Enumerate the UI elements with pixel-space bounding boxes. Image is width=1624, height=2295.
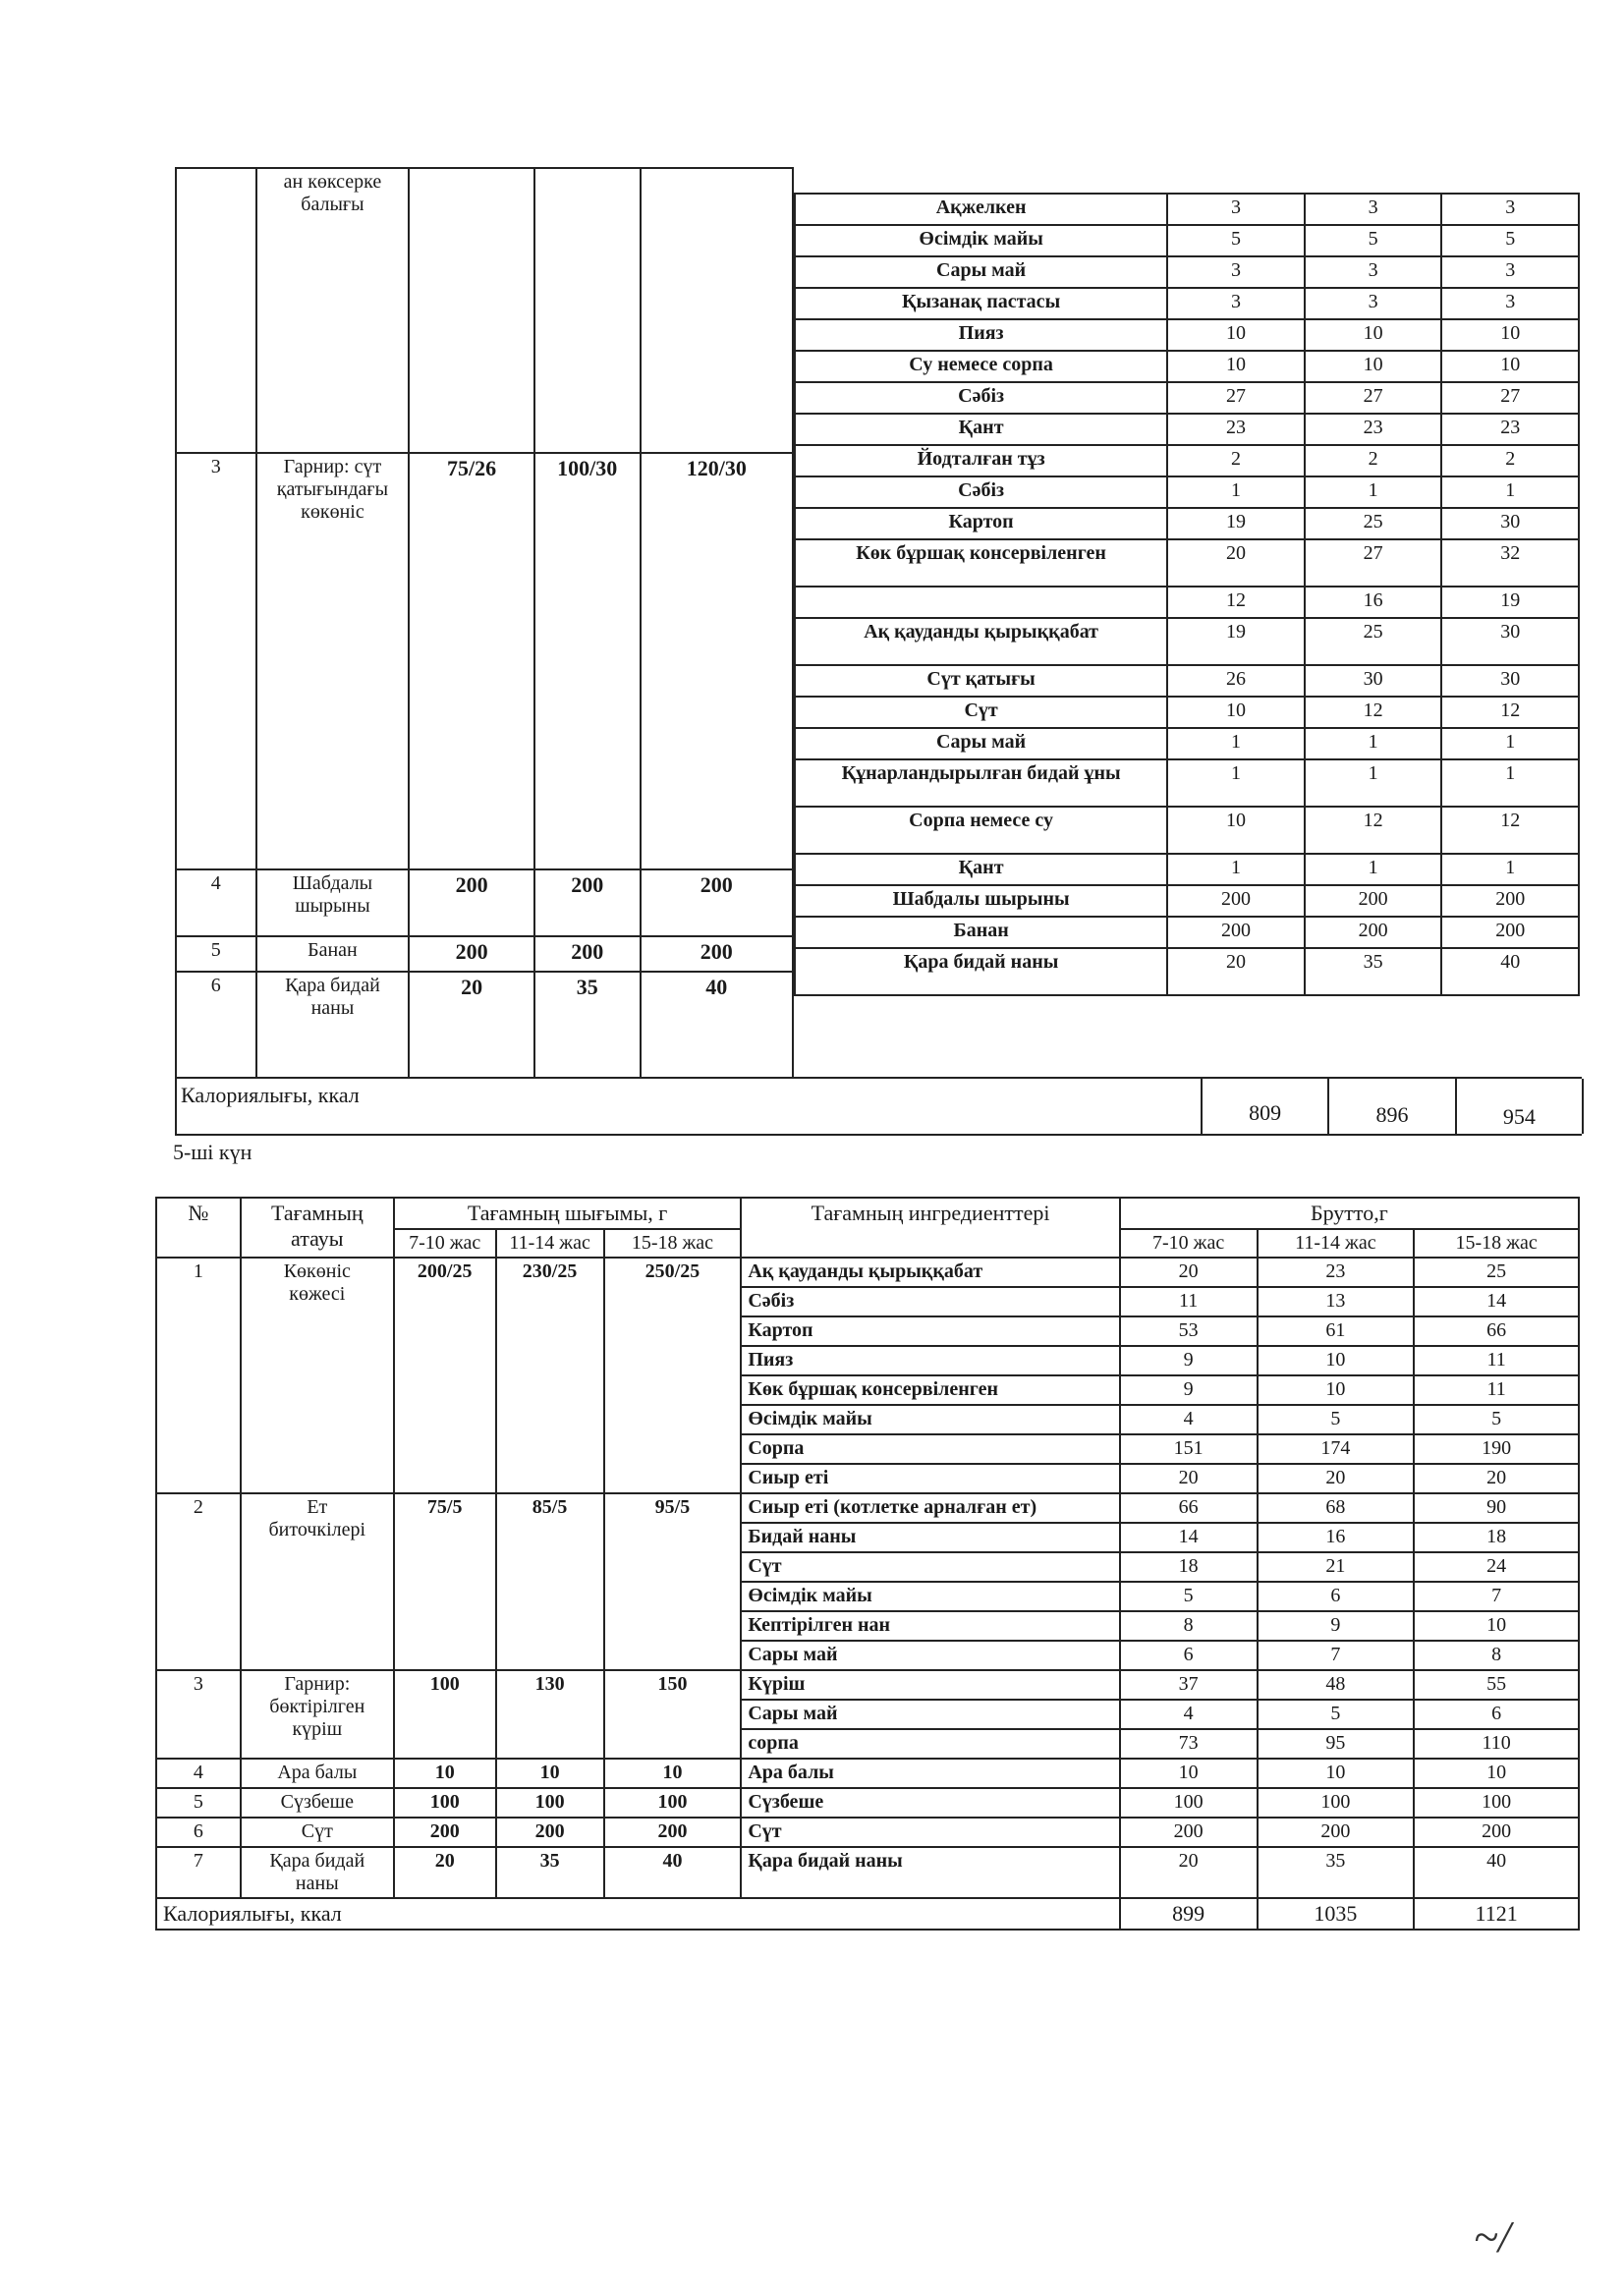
day4-ingredient-row (795, 728, 1579, 759)
dish-name: Қара бидай наны (256, 972, 410, 1078)
ingredient-brutto: 20 (1120, 1847, 1258, 1898)
ingredient-brutto: 5 (1305, 225, 1442, 256)
day4-ingredient-row (795, 256, 1579, 288)
ingredient-brutto: 1 (1167, 728, 1305, 759)
dish-yield: 120/30 (641, 453, 793, 869)
day4-ingredient-row (795, 476, 1579, 508)
ingredient-brutto: 200 (1441, 885, 1579, 917)
day4-continued-row (176, 168, 793, 453)
ingredient-brutto: 27 (1305, 382, 1442, 414)
dish-yield: 200 (409, 869, 534, 936)
ingredient-brutto: 24 (1414, 1552, 1579, 1582)
ingredient-name: Картоп (741, 1316, 1119, 1346)
ingredient-brutto: 20 (1167, 948, 1305, 995)
ingredient-name: Сиыр еті (котлетке арналған ет) (741, 1493, 1119, 1523)
ingredient-name: Көк бұршақ консервіленген (741, 1375, 1119, 1405)
ingredient-brutto: 2 (1441, 445, 1579, 476)
day4-ingredient-table (794, 193, 1580, 996)
day5-calories-15-18: 1121 (1414, 1898, 1579, 1930)
day5-ingredient-row (156, 1818, 1579, 1847)
ingredient-name: Ақ қауданды қырыққабат (795, 618, 1167, 665)
day4-calories-7-10: 809 (1203, 1079, 1329, 1134)
ingredient-brutto: 200 (1441, 917, 1579, 948)
ingredient-brutto: 11 (1414, 1346, 1579, 1375)
ingredient-name: Күріш (741, 1670, 1119, 1700)
ingredient-brutto: 20 (1414, 1464, 1579, 1493)
ingredient-brutto: 40 (1441, 948, 1579, 995)
ingredient-name: Шабдалы шырыны (795, 885, 1167, 917)
day4-ingredient-row (795, 618, 1579, 665)
ingredient-brutto: 5 (1167, 225, 1305, 256)
ingredient-name: Өсімдік майы (795, 225, 1167, 256)
dish-yield: 40 (641, 972, 793, 1078)
day5-menu-table (155, 1197, 1580, 1931)
day5-calories-11-14: 1035 (1258, 1898, 1415, 1930)
ingredient-brutto: 10 (1414, 1759, 1579, 1788)
ingredient-name: Сары май (795, 728, 1167, 759)
dish-yield: 95/5 (604, 1493, 742, 1670)
dish-name: Гарнир: бөктірілген күріш (241, 1670, 394, 1759)
ingredient-brutto: 200 (1305, 885, 1442, 917)
ingredient-brutto: 7 (1258, 1641, 1415, 1670)
ingredient-brutto: 3 (1167, 256, 1305, 288)
ingredient-brutto: 35 (1305, 948, 1442, 995)
ingredient-name: Қант (795, 414, 1167, 445)
ingredient-brutto: 3 (1305, 194, 1442, 225)
ingredient-brutto: 8 (1414, 1641, 1579, 1670)
dish-name: Сүзбеше (241, 1788, 394, 1818)
ingredient-brutto: 1 (1441, 728, 1579, 759)
dish-no: 6 (176, 972, 256, 1078)
ingredient-brutto: 40 (1414, 1847, 1579, 1898)
ingredient-brutto: 1 (1167, 759, 1305, 807)
dish-yield: 200 (641, 936, 793, 972)
day5-calories-7-10: 899 (1120, 1898, 1258, 1930)
day4-dish-table (175, 167, 794, 1079)
day4-ingredient-row (795, 917, 1579, 948)
dish-yield: 200 (394, 1818, 496, 1847)
ingredient-brutto: 10 (1167, 807, 1305, 854)
dish-name: Гарнир: сүт қатығындағы көкөніс (256, 453, 410, 869)
ingredient-brutto: 16 (1305, 587, 1442, 618)
ingredient-brutto: 2 (1305, 445, 1442, 476)
ingredient-brutto: 48 (1258, 1670, 1415, 1700)
ingredient-brutto: 35 (1258, 1847, 1415, 1898)
day4-ingredient-row (795, 194, 1579, 225)
ingredient-brutto: 6 (1120, 1641, 1258, 1670)
ingredient-brutto: 20 (1258, 1464, 1415, 1493)
day4-ingredient-row (795, 225, 1579, 256)
ingredient-brutto: 12 (1441, 807, 1579, 854)
ingredient-brutto: 27 (1167, 382, 1305, 414)
dish-yield: 200 (604, 1818, 742, 1847)
ingredient-name: Сиыр еті (741, 1464, 1119, 1493)
ingredient-brutto: 20 (1167, 539, 1305, 587)
dish-yield: 35 (534, 972, 641, 1078)
ingredient-brutto: 30 (1305, 665, 1442, 697)
ingredient-brutto: 200 (1120, 1818, 1258, 1847)
ingredient-brutto: 11 (1414, 1375, 1579, 1405)
ingredient-brutto: 1 (1441, 476, 1579, 508)
ingredient-name: сорпа (741, 1729, 1119, 1759)
day4-ingredient-row (795, 351, 1579, 382)
yield-cell (534, 168, 641, 453)
ingredient-brutto: 10 (1167, 697, 1305, 728)
ingredient-brutto: 5 (1441, 225, 1579, 256)
ingredient-brutto: 10 (1258, 1375, 1415, 1405)
yield-cell (409, 168, 534, 453)
ingredient-name: Сорпа (741, 1434, 1119, 1464)
ingredient-brutto: 1 (1441, 759, 1579, 807)
ingredient-name: Сорпа немесе су (795, 807, 1167, 854)
handwritten-signature: ~/ (1474, 2211, 1511, 2262)
day4-calories-label: Калориялығы, ккал (181, 1083, 360, 1107)
ingredient-brutto: 10 (1441, 319, 1579, 351)
day4-ingredient-row (795, 854, 1579, 885)
ingredient-name: Йодталған тұз (795, 445, 1167, 476)
ingredient-brutto: 200 (1167, 917, 1305, 948)
dish-yield: 75/5 (394, 1493, 496, 1670)
dish-yield: 100 (394, 1788, 496, 1818)
dish-name-cell: ан көксерке балығы (256, 168, 410, 453)
col-header-yield-7-10: 7-10 жас (394, 1229, 496, 1258)
ingredient-brutto: 55 (1414, 1670, 1579, 1700)
dish-no: 7 (156, 1847, 241, 1898)
ingredient-brutto: 23 (1441, 414, 1579, 445)
dish-yield: 150 (604, 1670, 742, 1759)
ingredient-brutto: 19 (1441, 587, 1579, 618)
ingredient-brutto: 27 (1441, 382, 1579, 414)
ingredient-name: Сары май (795, 256, 1167, 288)
ingredient-name: Сәбіз (741, 1287, 1119, 1316)
day4-ingredient-row (795, 445, 1579, 476)
ingredient-brutto: 11 (1120, 1287, 1258, 1316)
ingredient-brutto: 23 (1258, 1258, 1415, 1287)
col-header-brutto-15-18: 15-18 жас (1414, 1229, 1579, 1258)
ingredient-brutto: 100 (1414, 1788, 1579, 1818)
col-header-ingredients: Тағамның ингредиенттері (741, 1198, 1119, 1258)
ingredient-name: Құнарландырылған бидай ұны (795, 759, 1167, 807)
ingredient-name: Бидай наны (741, 1523, 1119, 1552)
ingredient-brutto: 66 (1120, 1493, 1258, 1523)
ingredient-brutto: 9 (1120, 1346, 1258, 1375)
dish-yield: 20 (409, 972, 534, 1078)
ingredient-brutto: 10 (1167, 319, 1305, 351)
ingredient-brutto: 18 (1120, 1552, 1258, 1582)
ingredient-brutto: 5 (1258, 1405, 1415, 1434)
ingredient-brutto: 90 (1414, 1493, 1579, 1523)
ingredient-brutto: 3 (1167, 288, 1305, 319)
ingredient-name: Сәбіз (795, 476, 1167, 508)
col-header-yield-15-18: 15-18 жас (604, 1229, 742, 1258)
day4-ingredient-row (795, 414, 1579, 445)
dish-name: Көкөніс көжесі (241, 1258, 394, 1493)
ingredient-brutto: 20 (1120, 1258, 1258, 1287)
ingredient-brutto: 10 (1167, 351, 1305, 382)
day5-calories-label: Калориялығы, ккал (156, 1898, 1120, 1930)
ingredient-brutto: 3 (1167, 194, 1305, 225)
day5-ingredient-row (156, 1670, 1579, 1700)
ingredient-name: Сәбіз (795, 382, 1167, 414)
ingredient-brutto: 4 (1120, 1700, 1258, 1729)
ingredient-name: Өсімдік майы (741, 1405, 1119, 1434)
dish-no: 3 (176, 453, 256, 869)
ingredient-brutto: 6 (1258, 1582, 1415, 1611)
ingredient-brutto: 25 (1305, 508, 1442, 539)
ingredient-brutto: 23 (1305, 414, 1442, 445)
ingredient-brutto: 1 (1305, 476, 1442, 508)
dish-yield: 230/25 (496, 1258, 604, 1493)
dish-yield: 200/25 (394, 1258, 496, 1493)
ingredient-brutto: 10 (1305, 351, 1442, 382)
col-header-brutto: Брутто,г (1120, 1198, 1579, 1229)
ingredient-brutto: 32 (1441, 539, 1579, 587)
ingredient-brutto: 110 (1414, 1729, 1579, 1759)
ingredient-brutto: 20 (1120, 1464, 1258, 1493)
day5-ingredient-row (156, 1759, 1579, 1788)
col-header-yield: Тағамның шығымы, г (394, 1198, 742, 1229)
ingredient-brutto: 3 (1441, 194, 1579, 225)
dish-no: 1 (156, 1258, 241, 1493)
ingredient-name: Сүт (795, 697, 1167, 728)
ingredient-brutto: 174 (1258, 1434, 1415, 1464)
ingredient-brutto: 26 (1167, 665, 1305, 697)
ingredient-brutto: 12 (1305, 697, 1442, 728)
col-header-no: № (156, 1198, 241, 1258)
day4-ingredient-row (795, 807, 1579, 854)
ingredient-brutto: 61 (1258, 1316, 1415, 1346)
ingredient-brutto: 1 (1167, 476, 1305, 508)
ingredient-brutto: 9 (1258, 1611, 1415, 1641)
ingredient-brutto: 10 (1441, 351, 1579, 382)
day4-dish-row (176, 972, 793, 1078)
ingredient-brutto: 3 (1441, 256, 1579, 288)
dish-no: 4 (156, 1759, 241, 1788)
day4-dish-row (176, 869, 793, 936)
day4-ingredient-row (795, 885, 1579, 917)
day4-calories-row (175, 1077, 1582, 1136)
ingredient-brutto: 12 (1441, 697, 1579, 728)
ingredient-brutto: 190 (1414, 1434, 1579, 1464)
day4-dish-row (176, 936, 793, 972)
dish-yield: 10 (394, 1759, 496, 1788)
dish-yield: 40 (604, 1847, 742, 1898)
day4-ingredient-row (795, 697, 1579, 728)
ingredient-name: Пияз (741, 1346, 1119, 1375)
ingredient-name: Сүт қатығы (795, 665, 1167, 697)
ingredient-brutto: 30 (1441, 618, 1579, 665)
ingredient-brutto: 19 (1167, 618, 1305, 665)
dish-yield: 10 (496, 1759, 604, 1788)
ingredient-brutto: 10 (1258, 1759, 1415, 1788)
ingredient-name: Көк бұршақ консервіленген (795, 539, 1167, 587)
ingredient-name: Сүзбеше (741, 1788, 1119, 1818)
day4-ingredient-row (795, 948, 1579, 995)
dish-yield: 250/25 (604, 1258, 742, 1493)
ingredient-brutto: 9 (1120, 1375, 1258, 1405)
ingredient-brutto: 6 (1414, 1700, 1579, 1729)
dish-yield: 35 (496, 1847, 604, 1898)
ingredient-name: Сары май (741, 1641, 1119, 1670)
ingredient-name: Картоп (795, 508, 1167, 539)
dish-no: 5 (156, 1788, 241, 1818)
dish-no: 4 (176, 869, 256, 936)
dish-yield: 200 (534, 869, 641, 936)
ingredient-brutto: 66 (1414, 1316, 1579, 1346)
ingredient-brutto: 100 (1120, 1788, 1258, 1818)
ingredient-brutto: 1 (1167, 854, 1305, 885)
ingredient-brutto: 200 (1167, 885, 1305, 917)
dish-yield: 75/26 (409, 453, 534, 869)
ingredient-brutto: 5 (1414, 1405, 1579, 1434)
day4-calories-11-14: 896 (1329, 1079, 1456, 1134)
day4-calories-15-18: 954 (1457, 1079, 1584, 1134)
ingredient-brutto: 25 (1305, 618, 1442, 665)
day4-ingredient-row (795, 288, 1579, 319)
day5-caption: 5-ші күн (173, 1140, 252, 1164)
col-header-yield-11-14: 11-14 жас (496, 1229, 604, 1258)
dish-name: Қара бидай наны (241, 1847, 394, 1898)
col-header-brutto-11-14: 11-14 жас (1258, 1229, 1415, 1258)
dish-no: 2 (156, 1493, 241, 1670)
dish-yield: 100 (604, 1788, 742, 1818)
col-header-brutto-7-10: 7-10 жас (1120, 1229, 1258, 1258)
dish-yield: 20 (394, 1847, 496, 1898)
ingredient-brutto: 16 (1258, 1523, 1415, 1552)
dish-yield: 130 (496, 1670, 604, 1759)
ingredient-brutto: 151 (1120, 1434, 1258, 1464)
day4-ingredient-row (795, 759, 1579, 807)
ingredient-brutto: 19 (1167, 508, 1305, 539)
ingredient-brutto: 4 (1120, 1405, 1258, 1434)
day5-header-row-1 (156, 1198, 1579, 1229)
ingredient-name: Қызанақ пастасы (795, 288, 1167, 319)
day4-ingredient-row (795, 382, 1579, 414)
ingredient-name: Өсімдік майы (741, 1582, 1119, 1611)
day4-ingredient-row (795, 319, 1579, 351)
ingredient-brutto: 1 (1441, 854, 1579, 885)
ingredient-name: Банан (795, 917, 1167, 948)
ingredient-brutto: 7 (1414, 1582, 1579, 1611)
ingredient-brutto: 14 (1414, 1287, 1579, 1316)
day5-ingredient-row (156, 1493, 1579, 1523)
ingredient-brutto: 10 (1414, 1611, 1579, 1641)
dish-no: 6 (156, 1818, 241, 1847)
dish-yield: 200 (409, 936, 534, 972)
day4-ingredient-row (795, 508, 1579, 539)
ingredient-name: Сүт (741, 1552, 1119, 1582)
day5-ingredient-row (156, 1847, 1579, 1898)
dish-yield: 85/5 (496, 1493, 604, 1670)
ingredient-brutto: 3 (1441, 288, 1579, 319)
no-cell (176, 168, 256, 453)
dish-yield: 100 (496, 1788, 604, 1818)
ingredient-brutto: 10 (1305, 319, 1442, 351)
yield-cell (641, 168, 793, 453)
ingredient-brutto: 37 (1120, 1670, 1258, 1700)
ingredient-name: Ақжелкен (795, 194, 1167, 225)
ingredient-brutto: 14 (1120, 1523, 1258, 1552)
dish-no: 3 (156, 1670, 241, 1759)
dish-yield: 100 (394, 1670, 496, 1759)
dish-name: Банан (256, 936, 410, 972)
dish-no: 5 (176, 936, 256, 972)
col-header-dish-name: Тағамның атауы (241, 1198, 394, 1258)
ingredient-name: Кептірілген нан (741, 1611, 1119, 1641)
ingredient-name: Қара бидай наны (795, 948, 1167, 995)
dish-name: Ара балы (241, 1759, 394, 1788)
ingredient-brutto: 10 (1120, 1759, 1258, 1788)
dish-yield: 200 (641, 869, 793, 936)
dish-name: Шабдалы шырыны (256, 869, 410, 936)
ingredient-brutto: 3 (1305, 256, 1442, 288)
dish-name: Сүт (241, 1818, 394, 1847)
ingredient-name: Ақ қауданды қырыққабат (741, 1258, 1119, 1287)
dish-yield: 200 (496, 1818, 604, 1847)
ingredient-brutto: 8 (1120, 1611, 1258, 1641)
ingredient-name: Сары май (741, 1700, 1119, 1729)
ingredient-name (795, 587, 1167, 618)
dish-yield: 10 (604, 1759, 742, 1788)
ingredient-brutto: 1 (1305, 854, 1442, 885)
day4-ingredient-row (795, 665, 1579, 697)
ingredient-brutto: 13 (1258, 1287, 1415, 1316)
ingredient-brutto: 30 (1441, 508, 1579, 539)
ingredient-brutto: 2 (1167, 445, 1305, 476)
day4-ingredient-row (795, 539, 1579, 587)
ingredient-name: Су немесе сорпа (795, 351, 1167, 382)
dish-name: Ет биточкілері (241, 1493, 394, 1670)
day5-calories-row (156, 1898, 1579, 1930)
ingredient-name: Сүт (741, 1818, 1119, 1847)
dish-yield: 200 (534, 936, 641, 972)
ingredient-brutto: 95 (1258, 1729, 1415, 1759)
day4-dish-row (176, 453, 793, 869)
ingredient-brutto: 23 (1167, 414, 1305, 445)
ingredient-brutto: 21 (1258, 1552, 1415, 1582)
dish-yield: 100/30 (534, 453, 641, 869)
day4-ingredient-row (795, 587, 1579, 618)
ingredient-brutto: 10 (1258, 1346, 1415, 1375)
ingredient-name: Қара бидай наны (741, 1847, 1119, 1898)
ingredient-brutto: 30 (1441, 665, 1579, 697)
ingredient-brutto: 200 (1258, 1818, 1415, 1847)
ingredient-name: Ара балы (741, 1759, 1119, 1788)
ingredient-brutto: 25 (1414, 1258, 1579, 1287)
ingredient-brutto: 73 (1120, 1729, 1258, 1759)
ingredient-brutto: 12 (1167, 587, 1305, 618)
ingredient-brutto: 53 (1120, 1316, 1258, 1346)
ingredient-brutto: 18 (1414, 1523, 1579, 1552)
ingredient-brutto: 5 (1258, 1700, 1415, 1729)
ingredient-brutto: 12 (1305, 807, 1442, 854)
ingredient-brutto: 5 (1120, 1582, 1258, 1611)
ingredient-brutto: 3 (1305, 288, 1442, 319)
ingredient-brutto: 68 (1258, 1493, 1415, 1523)
ingredient-brutto: 1 (1305, 728, 1442, 759)
ingredient-brutto: 27 (1305, 539, 1442, 587)
ingredient-brutto: 200 (1414, 1818, 1579, 1847)
ingredient-name: Қант (795, 854, 1167, 885)
ingredient-brutto: 1 (1305, 759, 1442, 807)
ingredient-brutto: 100 (1258, 1788, 1415, 1818)
ingredient-name: Пияз (795, 319, 1167, 351)
ingredient-brutto: 200 (1305, 917, 1442, 948)
day5-ingredient-row (156, 1258, 1579, 1287)
day5-ingredient-row (156, 1788, 1579, 1818)
